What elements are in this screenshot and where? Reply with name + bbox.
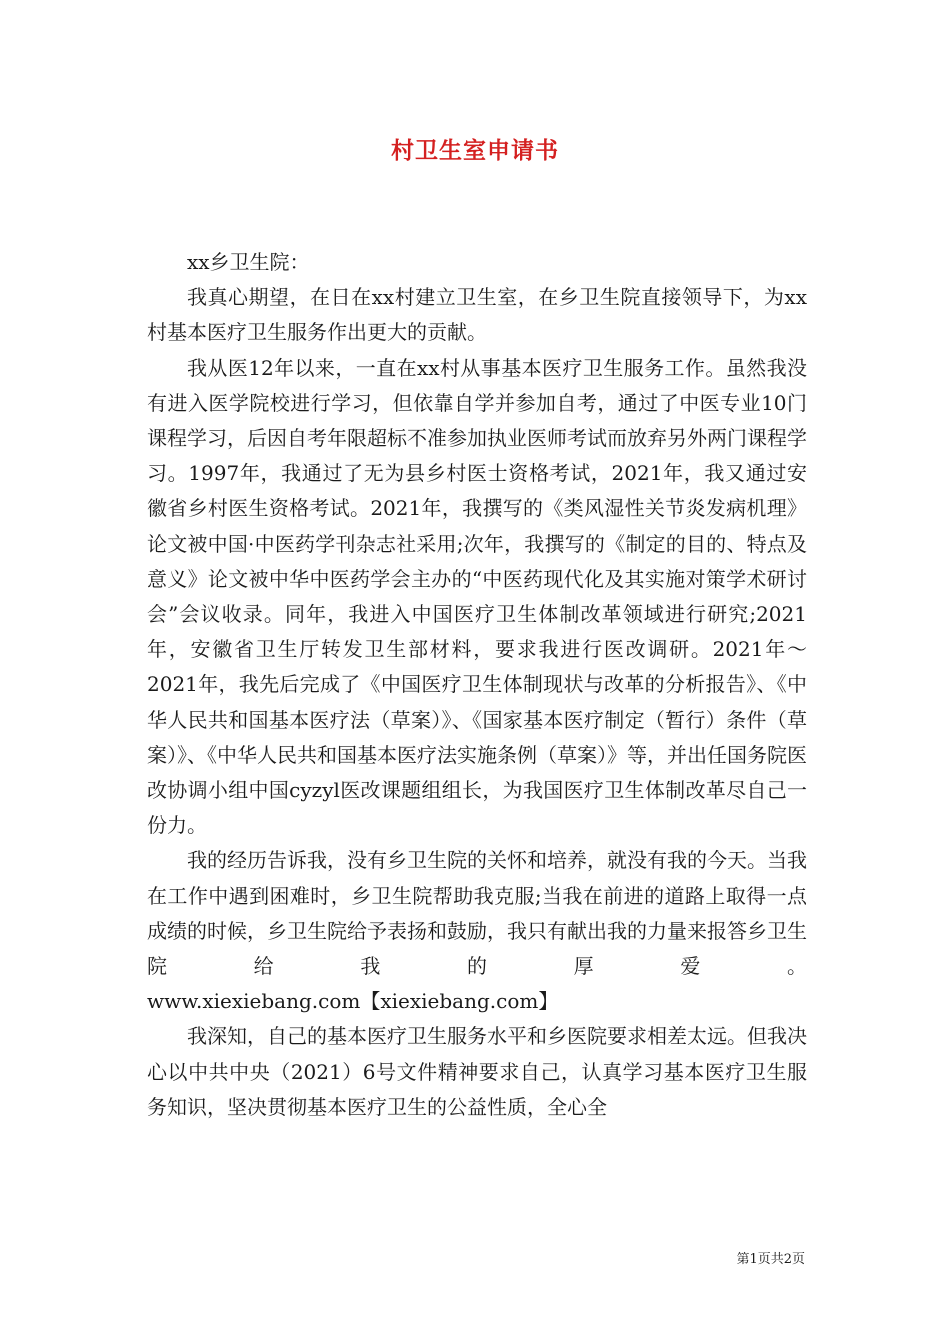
document-title: 村卫生室申请书 — [391, 137, 559, 164]
paragraph-1: 我真心期望，在日在xx村建立卫生室，在乡卫生院直接领导下，为xx村基本医疗卫生服务作出更大的贡献。 — [147, 285, 807, 345]
website-link[interactable]: www.xiexiebang.com【xiexiebang.com】 — [147, 989, 559, 1014]
paragraph-4: 我深知，自己的基本医疗卫生服务水平和乡医院要求相差太远。但我决心以中共中央（2021）6号文件精神要求自己，认真学习基本医疗卫生服务知识，坚决贯彻基本医疗卫生的公益性质，全心全 — [147, 1024, 807, 1119]
page-number: 第1页共2页 — [736, 1252, 805, 1267]
paragraph-3: 我的经历告诉我，没有乡卫生院的关怀和培养，就没有我的今天。当我在工作中遇到困难时，乡卫生院帮助我克服;当我在前进的道路上取得一点成绩的时候，乡卫生院给予表扬和鼓励，我只有献出我的力量来报答乡卫生院给我的厚爱。 — [147, 848, 807, 979]
salutation: xx乡卫生院： — [187, 250, 310, 274]
paragraph-2: 我从医12年以来，一直在xx村从事基本医疗卫生服务工作。虽然我没有进入医学院校进行学习，但依靠自学并参加自考，通过了中医专业10门课程学习，后因自考年限超标不准参加执业医师考试而放弃另外两门课程学习。1997年，我通过了无为县乡村医士资格考试，2021年，我又通过安徽省乡村医生资格考试。2021年，我撰写的《类风湿性关节炎发病机理》论文被中国·中医药学刊杂志社采用;次年，我撰写的《制定的目的、特点及意义》论文被中华中医药学会主办的“中医药现代化及其实施对策学术研讨会”会议收录。同年，我进入中国医疗卫生体制改革领域进行研究;2021年，安徽省卫生厅转发卫生部材料，要求我进行医改调研。2021年～2021年，我先后完成了《中国医疗卫生体制现状与改革的分析报告》、《中华人民共和国基本医疗法（草案）》、《国家基本医疗制定（暂行）条件（草案）》、《中华人民共和国基本医疗法实施条例（草案）》等，并出任国务院医改协调小组中国cyzyl医改课题组组长，为我国医疗卫生体制改革尽自己一份力。 — [147, 355, 807, 838]
document-body — [147, 245, 807, 1125]
